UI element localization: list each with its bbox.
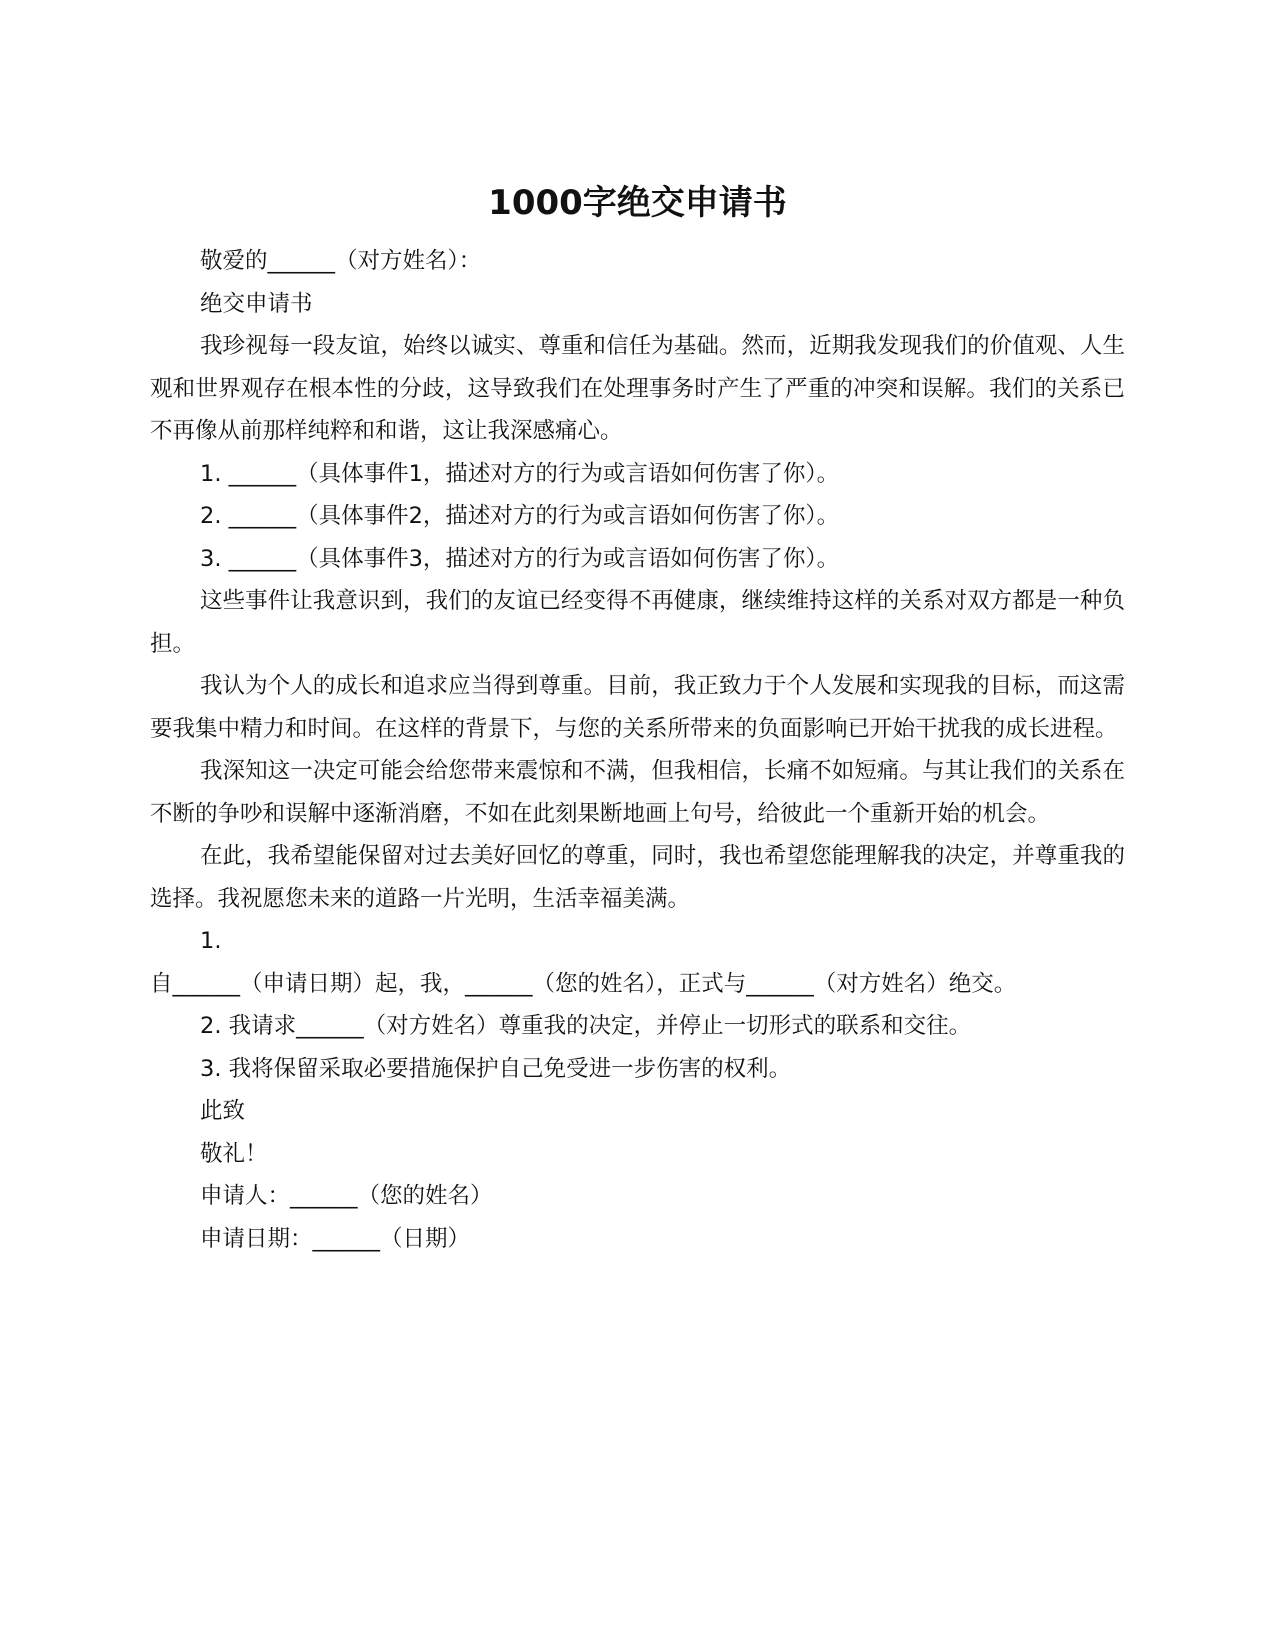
declaration-item-1: 自______（申请日期）起，我，______（您的姓名），正式与______（对方姓名）绝交。	[150, 970, 1017, 997]
realize-paragraph: 这些事件让我意识到，我们的友谊已经变得不再健康，继续维持这样的关系对双方都是一种负担。	[150, 588, 1125, 657]
intro-paragraph: 我珍视每一段友谊，始终以诚实、尊重和信任为基础。然而，近期我发现我们的价值观、人生观和世界观存在根本性的分歧，这导致我们在处理事务时产生了严重的冲突和误解。我们的关系已不再像从前那样纯粹和和谐，这让我深感痛心。	[150, 333, 1125, 444]
apply-date-line: 申请日期：______（日期）	[200, 1225, 471, 1252]
decision-paragraph: 我深知这一决定可能会给您带来震惊和不满，但我相信，长痛不如短痛。与其让我们的关系在不断的争吵和误解中逐渐消磨，不如在此刻果断地画上句号，给彼此一个重新开始的机会。	[150, 758, 1125, 827]
event-item-2: 2. ______（具体事件2，描述对方的行为或言语如何伤害了你）。	[200, 503, 840, 529]
applicant-line: 申请人：______（您的姓名）	[200, 1183, 493, 1209]
growth-paragraph: 我认为个人的成长和追求应当得到尊重。目前，我正致力于个人发展和实现我的目标，而这需要我集中精力和时间。在这样的背景下，与您的关系所带来的负面影响已开始干扰我的成长进程。	[150, 673, 1125, 742]
closing-line-1: 此致	[200, 1098, 246, 1124]
closing-line-2: 敬礼！	[200, 1140, 268, 1167]
declaration-item-3: 3. 我将保留采取必要措施保护自己免受进一步伤害的权利。	[200, 1055, 792, 1082]
subject-line: 绝交申请书	[200, 290, 313, 317]
event-item-3: 3. ______（具体事件3，描述对方的行为或言语如何伤害了你）。	[200, 545, 840, 572]
declaration-number: 1.	[200, 928, 222, 954]
document-body	[150, 240, 1125, 1260]
event-item-1: 1. ______（具体事件1，描述对方的行为或言语如何伤害了你）。	[200, 460, 840, 487]
declaration-item-2: 2. 我请求______（对方姓名）尊重我的决定，并停止一切形式的联系和交往。	[200, 1013, 972, 1039]
greeting-line: 敬爱的______（对方姓名）：	[200, 248, 482, 274]
document-title: 1000字绝交申请书	[488, 183, 787, 223]
wish-paragraph: 在此，我希望能保留对过去美好回忆的尊重，同时，我也希望您能理解我的决定，并尊重我的选择。我祝愿您未来的道路一片光明，生活幸福美满。	[150, 843, 1125, 912]
